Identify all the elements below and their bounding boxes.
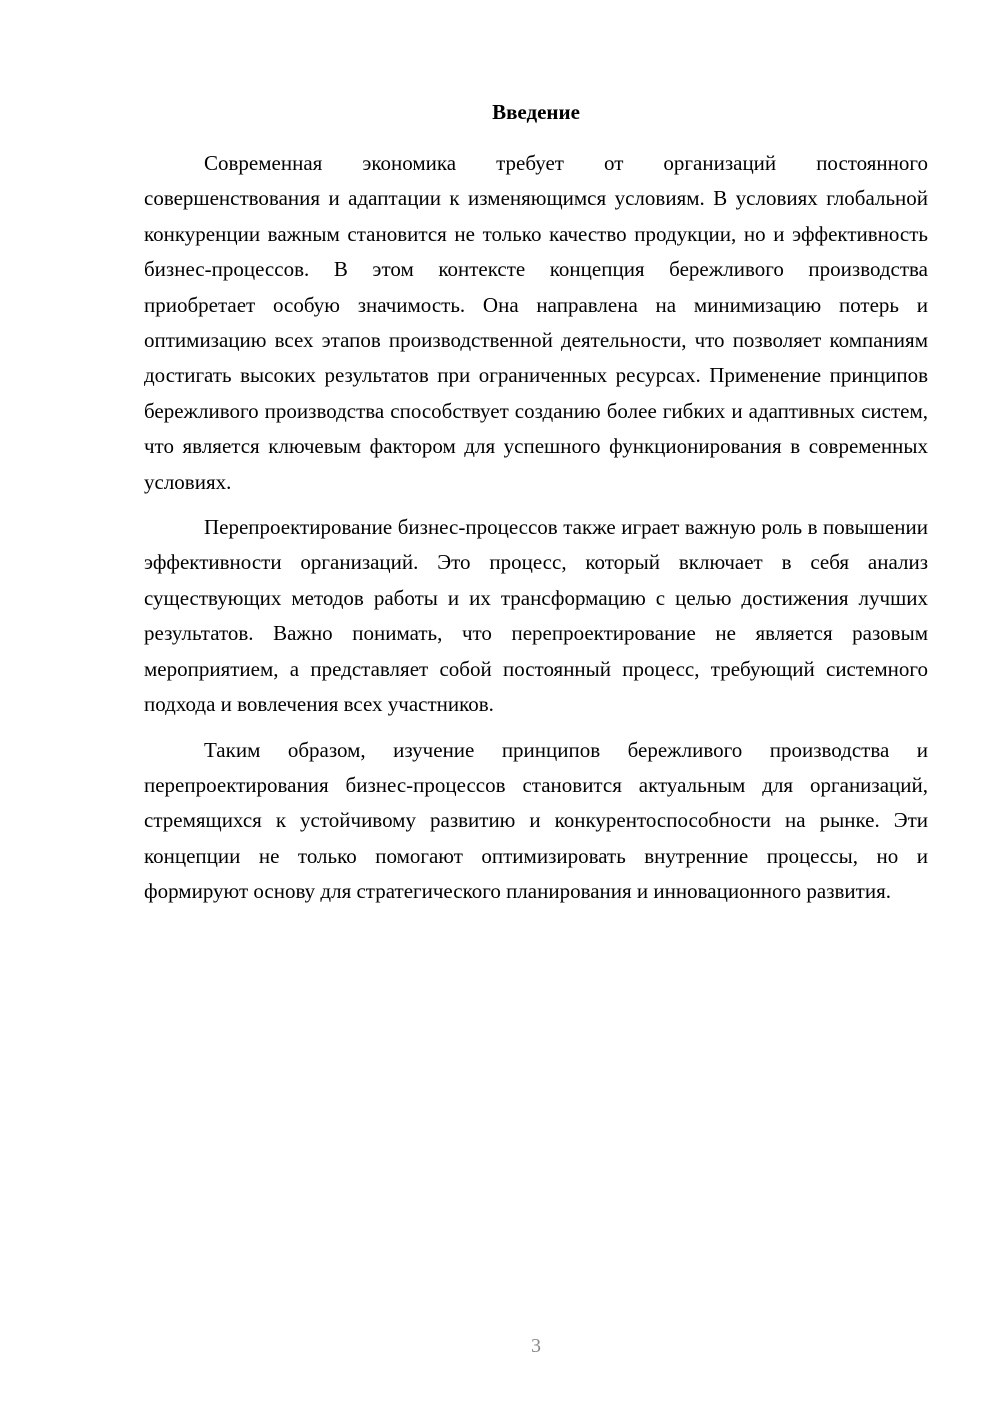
paragraph: Перепроектирование бизнес-процессов также играет важную роль в повышении эффективности организаций. Это процесс, который включает в себя анализ существующих методов работы и их трансформацию с целью достижения лучших результатов. Важно понимать, что перепроектирование не является разовым мероприятием, а представляет собой постоянный процесс, требующий системного подхода и вовлечения всех участников. (144, 515, 928, 717)
page-content (144, 98, 928, 910)
page-number: 3 (531, 1335, 541, 1357)
paragraph: Таким образом, изучение принципов бережливого производства и перепроектирования бизнес-процессов становится актуальным для организаций, стремящихся к устойчивому развитию и конкурентоспособности на рынке. Эти концепции не только помогают оптимизировать внутренние процессы, но и формируют основу для стратегического планирования и инновационного развития. (144, 737, 928, 904)
section-title: Введение (492, 100, 580, 124)
paragraph: Современная экономика требует от организаций постоянного совершенствования и адаптации к изменяющимся условиям. В условиях глобальной конкуренции важным становится не только качество продукции, но и эффективность бизнес-процессов. В этом контексте концепция бережливого производства приобретает особую значимость. Она направлена на минимизацию потерь и оптимизацию всех этапов производственной деятельности, что позволяет компаниям достигать высоких результатов при ограниченных ресурсах. Применение принципов бережливого производства способствует созданию более гибких и адаптивных систем, что является ключевым фактором для успешного функционирования в современных условиях. (144, 151, 928, 494)
